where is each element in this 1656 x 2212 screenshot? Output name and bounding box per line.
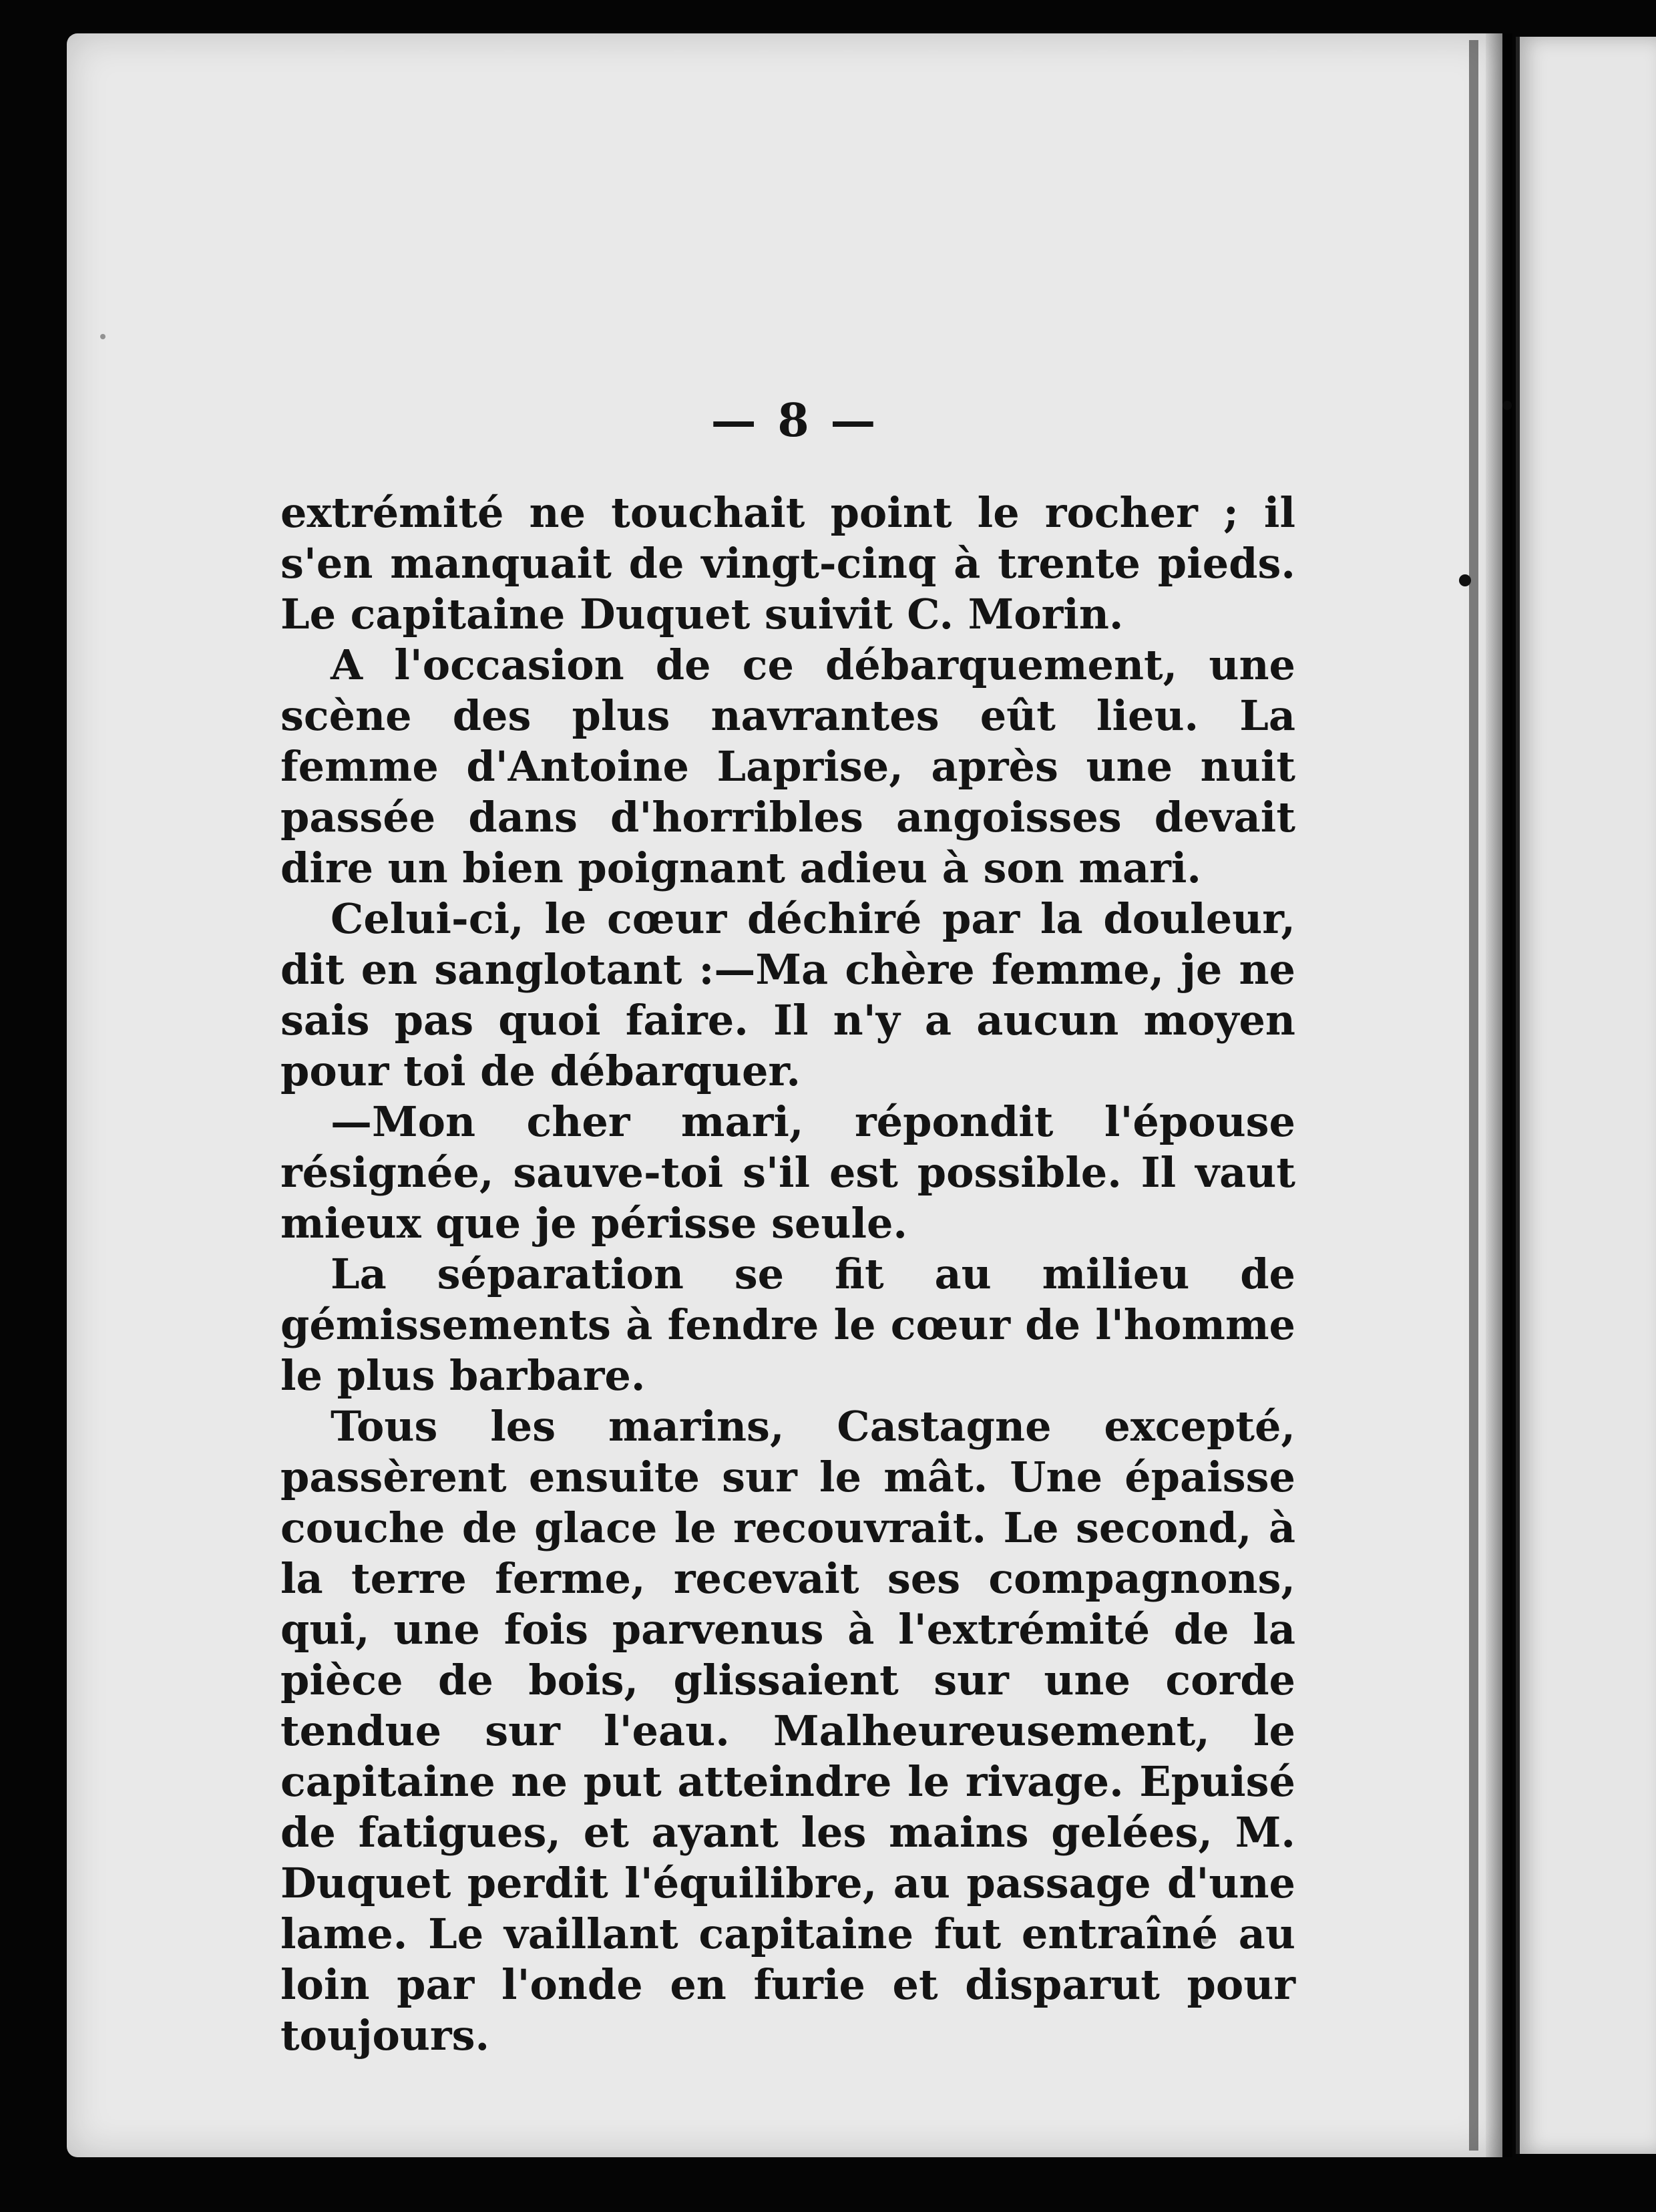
scan-speck: [1202, 1937, 1209, 1944]
paragraph: extrémité ne touchait point le rocher ; il s'en manquait de vingt-cinq à trente pieds. Le capitaine Duquet suivit C. Morin.: [280, 488, 1295, 638]
gutter-shadow: [1486, 33, 1512, 2157]
paragraph: A l'occasion de ce débarquement, une scène des plus navrantes eût lieu. La femme d'Antoine Laprise, après une nuit passée dans d'horribles angoisses devait dire un bien poignant adieu à son mari.: [280, 640, 1295, 892]
body-text: [280, 488, 1295, 2061]
scan-speck: [100, 334, 106, 339]
paragraph: —Mon cher mari, répondit l'épouse résignée, sauve-toi s'il est possible. Il vaut mieux que je périsse seule.: [280, 1097, 1295, 1248]
right-page-edge: [1516, 37, 1656, 2154]
paragraph: Tous les marins, Castagne excepté, passèrent ensuite sur le mât. Une épaisse couche de glace le recouvrait. Le second, à la terre ferme, recevait ses compagnons, qui, une fois parvenus à l'extrémité de la pièce de bois, glissaient sur une corde tendue sur l'eau. Malheureusement, le capitaine ne put atteindre le rivage. Epuisé de fatigues, et ayant les mains gelées, M. Duquet perdit l'équilibre, au passage d'une lame. Le vaillant capitaine fut entraîné au loin par l'onde en furie et disparut pour toujours.: [280, 1402, 1295, 2060]
paragraph: La séparation se fit au milieu de gémissements à fendre le cœur de l'homme le plus barbare.: [280, 1250, 1295, 1400]
scan-speck: [1502, 401, 1512, 410]
scan-speck: [1459, 574, 1471, 586]
page-number: — 8 —: [710, 394, 879, 447]
page-edge: [1469, 40, 1478, 2151]
paragraph: Celui-ci, le cœur déchiré par la douleur, dit en sanglotant :—Ma chère femme, je ne sais pas quoi faire. Il n'y a aucun moyen pour toi de débarquer.: [280, 894, 1295, 1095]
